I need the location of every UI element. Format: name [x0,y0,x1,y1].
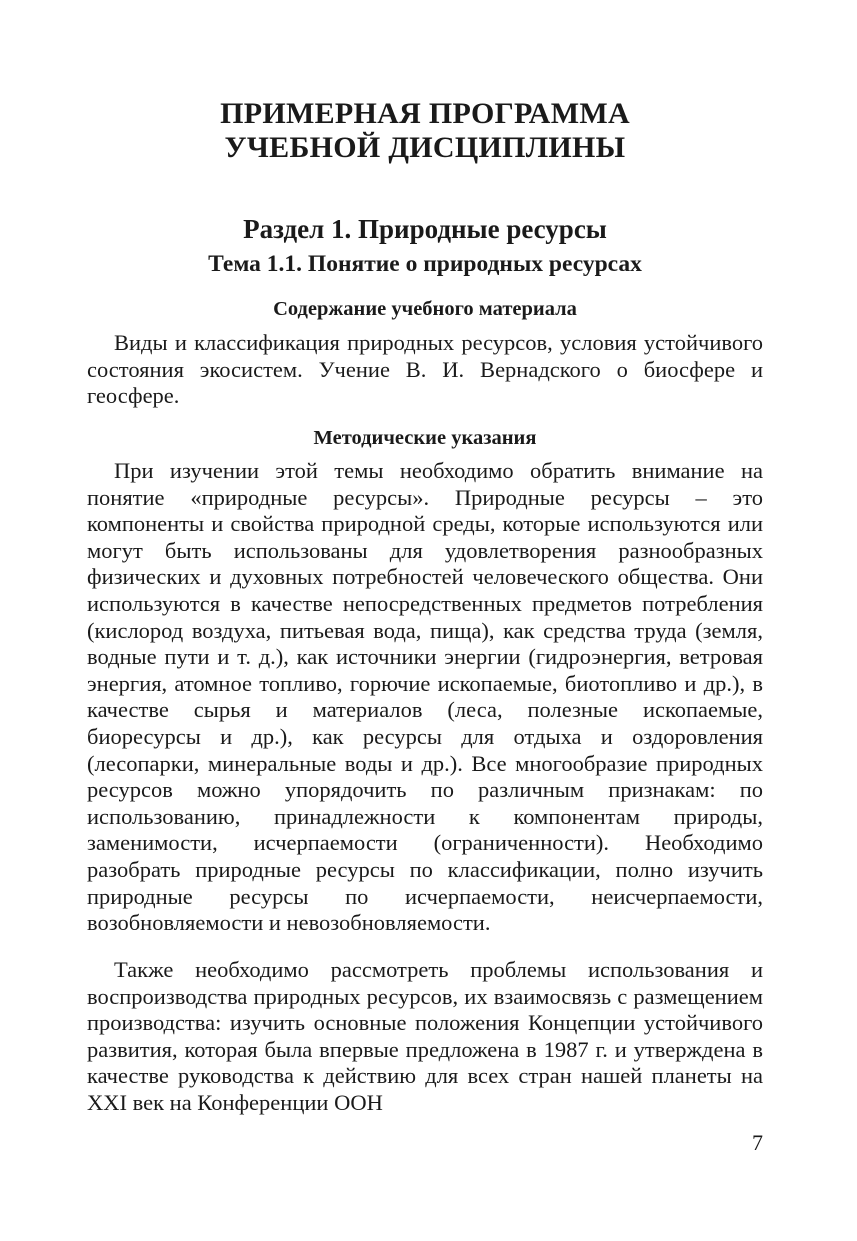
program-title-line-2: УЧЕБНОЙ ДИСЦИПЛИНЫ [224,131,626,164]
content-paragraph: Виды и классификация природных ресурсов, условия устойчивого состояния экосистем. Учение В. И. Вернадского о биосфере и геосфере. [87,330,763,409]
book-page [87,0,763,1241]
content-heading: Содержание учебного материала [273,298,577,320]
guidelines-paragraph-2: Также необходимо рассмотреть проблемы использования и воспроизводства природных ресурсов, их взаимосвязь с размещением производства: изучить основные положения Концепции устойчивого развития, которая была впервые предложена в 1987 г. и утверждена в качестве руководства к действию для всех стран нашей планеты на XXI век на Конференции ООН [87,957,763,1115]
guidelines-heading: Методические указания [313,427,537,449]
topic-title: Тема 1.1. Понятие о природных ресурсах [208,251,642,277]
guidelines-paragraph-1: При изучении этой темы необходимо обратить внимание на понятие «природные ресурсы». Природные ресурсы – это компоненты и свойства природной среды, которые используются или могут быть использованы для удовлетворения разнообразных физических и духовных потребностей человеческого общества. Они используются в качестве непосредственных предметов потребления (кислород воздуха, питьевая вода, пища), как средства труда (земля, водные пути и т. д.), как источники энергии (гидроэнергия, ветровая энергия, атомное топливо, горючие ископаемые, биотопливо и др.), в качестве сырья и материалов (леса, полезные ископаемые, биоресурсы и др.), как ресурсы для отдыха и оздоровления (лесопарки, минеральные воды и др.). Все многообразие природных ресурсов можно упорядочить по различным признакам: по использованию, принадлежности к компонентам природы, заменимости, исчерпаемости (ограниченности). Необходимо разобрать природные ресурсы по классификации, полно изучить природные ресурсы по исчерпаемости, неисчерпаемости, возобновляемости и невозобновляемости. [87,458,763,936]
section-title: Раздел 1. Природные ресурсы [243,214,607,244]
program-title-line-1: ПРИМЕРНАЯ ПРОГРАММА [220,97,630,130]
page-number: 7 [752,1130,763,1155]
program-title [87,97,763,165]
